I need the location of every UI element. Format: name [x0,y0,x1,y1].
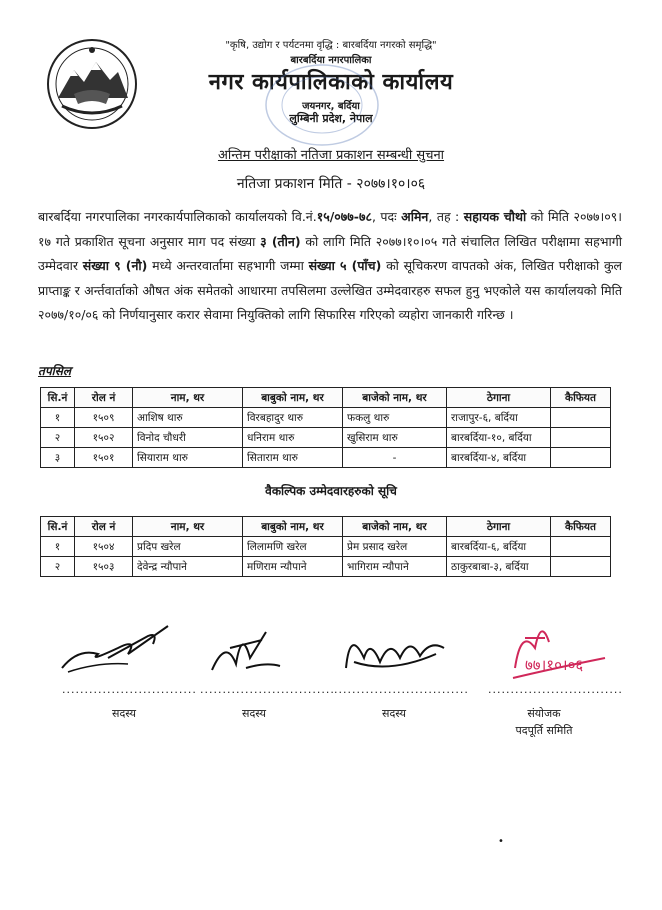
cell-address: बारबर्दिया-१०, बर्दिया [447,428,551,448]
cell-sn: १ [41,537,75,557]
signature-line-3: .............................. [334,683,469,696]
committee-label: पदपूर्ति समिति [515,724,573,737]
cell-address: राजापुर-६, बर्दिया [447,408,551,428]
table-row [41,448,611,468]
cell-roll: १५०१ [75,448,133,468]
notice-title: अन्तिम परीक्षाको नतिजा प्रकाशन सम्बन्धी सुचना [217,148,445,163]
cell-roll: १५०३ [75,557,133,577]
cell-remarks [551,448,611,468]
municipality-name: बारबर्दिया नगरपालिका [290,55,372,66]
cell-name: सियाराम थारु [133,448,243,468]
header-remarks: कैफियत [551,388,611,408]
motto-text: "कृषि, उद्योग र पर्यटनमा वृद्धि : बारबर्दिया नगरको समृद्धि" [225,40,437,51]
cell-roll: १५०२ [75,428,133,448]
header-roll: रोल नं [75,388,133,408]
cell-remarks [551,557,611,577]
participant-count: संख्या ९ (नौ) [82,258,148,273]
cell-father: विरबहादुर थारु [243,408,343,428]
cell-name: देवेन्द्र न्यौपाने [133,557,243,577]
header-remarks: कैफियत [551,517,611,537]
header-sn: सि.नं [41,517,75,537]
office-title: नगर कार्यपालिकाको कार्यालय [208,70,454,95]
header-roll: रोल नं [75,517,133,537]
cell-address: बारबर्दिया-६, बर्दिया [447,537,551,557]
notice-body: बारबर्दिया नगरपालिका नगरकार्यपालिकाको कार्यालयको वि.नं.१५/०७७-७८, पदः अमिन, तह : सहायक चौथो को मिति २०७७।०९।१७ गते प्रकाशित सूचना अनुसार माग पद संख्या ३ (तीन) को लागि मिति २०७७।१०।०५ गते संचालित लिखित परीक्षामा सहभागी उम्मेदवार संख्या ९ (नौ) मध्ये अन्तरवार्तामा सहभागी जम्मा संख्या ५ (पाँच) को सूचिकरण वापतको अंक, लिखित परीक्षाको कुल प्राप्ताङ्क र अर्न्तवार्ताको औषत अंक समेतको आधारमा तपसिलमा उल्लेखित उम्मेदवारहरु सफल हुनु भएकोले यस कार्यालयको मिति २०७७/१०/०६ को निर्णयानुसार करार सेवामा नियुक्तिको लागि सिफारिस गरिएको व्यहोरा जानकारी गरिन्छ । [38,209,623,322]
signature-member-1 [58,618,178,678]
interview-count: संख्या ५ (पाँच) [308,258,382,273]
cell-remarks [551,428,611,448]
cell-roll: १५०४ [75,537,133,557]
address-line-1: जयनगर, बर्दिया [302,101,360,112]
header-sn: सि.नं [41,388,75,408]
header-father: बाबुको नाम, थर [243,388,343,408]
cell-sn: १ [41,408,75,428]
header-address: ठेगाना [447,517,551,537]
alternate-candidates-table [40,516,611,577]
cell-grandfather: भागिराम न्यौपाने [343,557,447,577]
publication-date: नतिजा प्रकाशन मिति - २०७७।१०।०६ [236,176,426,192]
member-3-label: सदस्य [382,707,406,720]
table-header-row [41,388,611,408]
signature-coordinator [505,608,615,688]
cell-remarks [551,537,611,557]
table-row [41,428,611,448]
signature-member-3 [340,618,450,678]
selected-candidates-table [40,387,611,468]
signature-line-4: .............................. [488,683,623,696]
cell-sn: २ [41,428,75,448]
alternate-candidates-title: वैकल्पिक उम्मेदवारहरुको सूचि [265,484,397,498]
office-stamp-watermark [262,60,382,150]
cell-grandfather: फकलु थारु [343,408,447,428]
table-row [41,408,611,428]
cell-name: प्रदिप खरेल [133,537,243,557]
cell-name: विनोद चौधरी [133,428,243,448]
notice-number: १५/०७७-७८ [316,209,372,224]
header-grandfather: बाजेको नाम, थर [343,388,447,408]
table-header-row [41,517,611,537]
cell-father: लिलामणि खरेल [243,537,343,557]
member-2-label: सदस्य [242,707,266,720]
signature-line-1: .............................. [62,683,197,696]
cell-roll: १५०९ [75,408,133,428]
cell-address: ठाकुरबाबा-३, बर्दिया [447,557,551,577]
member-1-label: सदस्य [112,707,136,720]
stamp-date: ७७।१०।०६ [525,656,584,674]
cell-sn: २ [41,557,75,577]
cell-grandfather: प्रेम प्रसाद खरेल [343,537,447,557]
header-father: बाबुको नाम, थर [243,517,343,537]
cell-sn: ३ [41,448,75,468]
table-row [41,537,611,557]
tapsil-label: तपसिल [38,364,72,378]
cell-name: आशिष थारु [133,408,243,428]
stray-mark: • [498,836,504,847]
header-grandfather: बाजेको नाम, थर [343,517,447,537]
cell-grandfather: - [343,448,447,468]
header-address: ठेगाना [447,388,551,408]
cell-address: बारबर्दिया-४, बर्दिया [447,448,551,468]
header-name: नाम, थर [133,517,243,537]
demand-count: ३ (तीन) [260,233,301,249]
coordinator-label: संयोजक [527,707,561,720]
table-row [41,557,611,577]
signature-line-2: .............................. [200,683,335,696]
cell-remarks [551,408,611,428]
cell-grandfather: खुसिराम थारु [343,428,447,448]
post-level: सहायक चौथो [463,209,527,224]
cell-father: धनिराम थारु [243,428,343,448]
address-line-2: लुम्बिनी प्रदेश, नेपाल [289,112,373,125]
header-name: नाम, थर [133,388,243,408]
post-name: अमिन [401,209,429,224]
cell-father: सिताराम थारु [243,448,343,468]
signature-member-2 [206,618,286,678]
cell-father: मणिराम न्यौपाने [243,557,343,577]
